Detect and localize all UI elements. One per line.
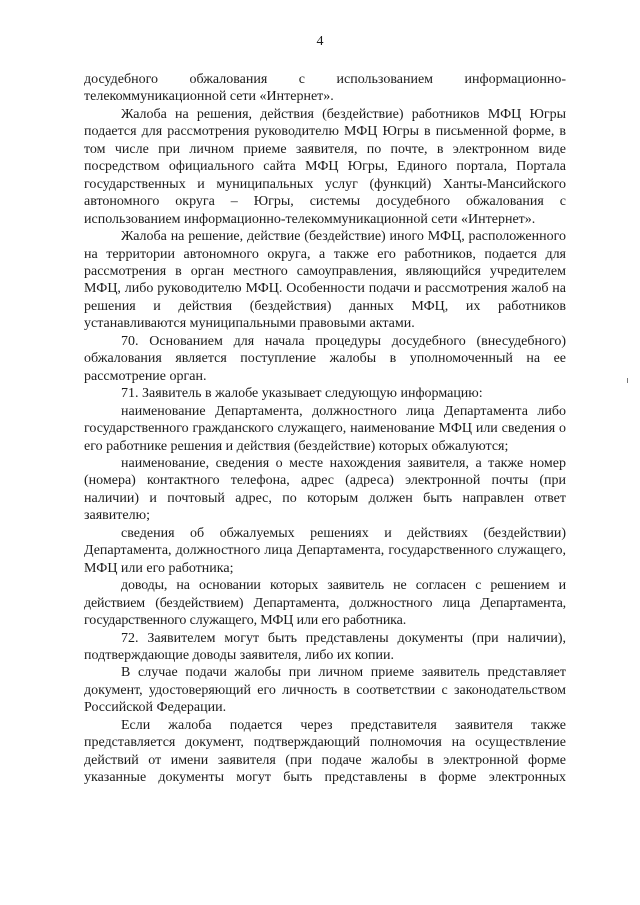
- margin-mark: [627, 378, 628, 383]
- paragraph-other-mfc-complaint: Жалоба на решение, действие (бездействие) иного МФЦ, расположенного на территории автономного округа, а также его работников, подается для рассмотрения в орган местного самоуправления, являющийся учредителем МФЦ, либо руководителю МФЦ. Особенности подачи и рассмотрения жалоб на решения и действия (бездействия) данных МФЦ, их работников устанавливаются муниципальными правовыми актами.: [84, 229, 566, 332]
- paragraph-personal-visit: В случае подачи жалобы при личном приеме заявитель представляет документ, удостоверяющий его личность в соответствии с законодательством Российской Федерации.: [84, 665, 566, 716]
- paragraph-representative: Если жалоба подается через представителя заявителя также представляется документ, подтверждающий полномочия на осуществление действий от имени заявителя (при подаче жалобы в электронной форме указанные документы могут быть представлены в форме электронных: [84, 717, 566, 786]
- page-number: 4: [316, 34, 324, 49]
- paragraph-list-arguments: доводы, на основании которых заявитель не согласен с решением и действием (бездействием) Департамента, должностного лица Департамента, государственного служащего, МФЦ или его работника.: [84, 578, 566, 629]
- paragraph-item-72: 72. Заявителем могут быть представлены документы (при наличии), подтверждающие доводы заявителя, либо их копии.: [84, 630, 566, 663]
- paragraph-list-contacts: наименование, сведения о месте нахождения заявителя, а также номер (номера) контактного телефона, адрес (адреса) электронной почты (при наличии) и почтовый адрес, по которым должен быть направлен ответ заявителю;: [84, 455, 566, 524]
- paragraph-item-70: 70. Основанием для начала процедуры досудебного (внесудебного) обжалования является поступление жалобы в уполномоченный на ее рассмотрение орган.: [84, 333, 566, 384]
- document-body: [84, 71, 566, 787]
- paragraph-list-decisions: сведения об обжалуемых решениях и действиях (бездействии) Департамента, должностного лица Департамента, государственного служащего, МФЦ или его работника;: [84, 525, 566, 576]
- paragraph-continuation: досудебного обжалования с использованием информационно-телекоммуникационной сети «Интернет».: [84, 72, 566, 105]
- paragraph-item-71: 71. Заявитель в жалобе указывает следующую информацию:: [121, 386, 483, 402]
- paragraph-list-name: наименование Департамента, должностного лица Департамента либо государственного гражданского служащего, наименование МФЦ или сведения о его работнике решения и действия (бездействие) которых обжалуются;: [84, 403, 566, 454]
- paragraph-mfc-complaint: Жалоба на решения, действия (бездействие) работников МФЦ Югры подается для рассмотрения руководителю МФЦ Югры в письменной форме, в том числе при личном приеме заявителя, по почте, в электронном виде посредством официального сайта МФЦ Югры, Единого портала, Портала государственных и муниципальных услуг (функций) Ханты-Мансийского автономного округа – Югры, системы досудебного обжалования с использованием информационно-телекоммуникационной сети «Интернет».: [84, 106, 566, 227]
